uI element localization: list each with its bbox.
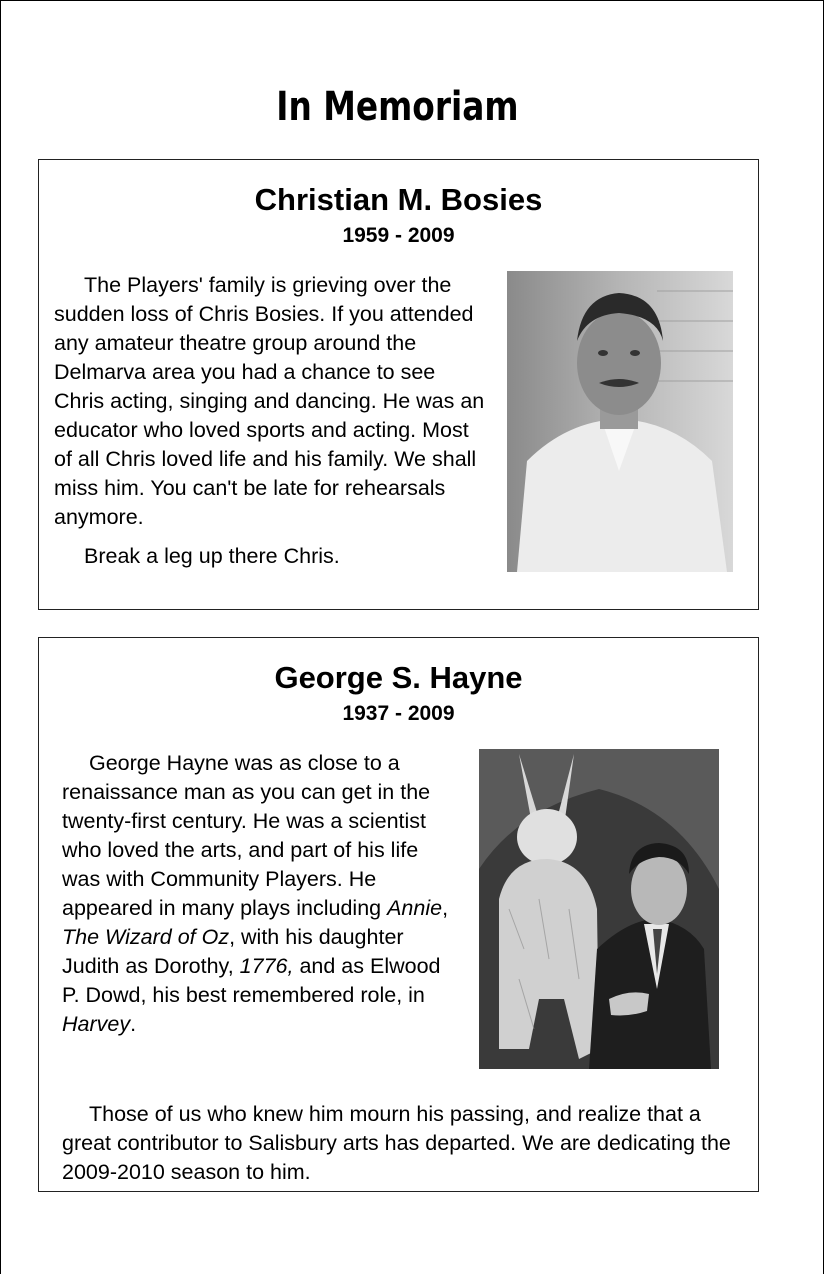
memorial-paragraph: Those of us who knew him mourn his passing, and realize that a great contributor to Salisbury arts has departed. We are dedicating the 2009-2010 season to him. <box>62 1102 731 1184</box>
memorial-text <box>54 271 486 571</box>
person-years: 1937 - 2009 <box>342 702 455 725</box>
person-years: 1959 - 2009 <box>342 224 455 247</box>
memorial-paragraph: The Players' family is grieving over the sudden loss of Chris Bosies. If you attended any amateur theatre group around the Delmarva area you had a chance to see Chris acting, singing and dancing. He was an educator who loved sports and acting. Most of all Chris loved life and his family. We shall miss him. You can't be late for rehearsals anymore. <box>54 273 485 529</box>
painting-image <box>479 749 719 1069</box>
person-name: George S. Hayne <box>274 660 523 695</box>
memorial-paragraph: Break a leg up there Chris. <box>84 544 340 568</box>
portrait-photo <box>507 271 733 572</box>
memorial-card-bosies <box>38 159 759 610</box>
person-name: Christian M. Bosies <box>254 182 543 217</box>
memorial-text <box>62 1100 742 1187</box>
memorial-paragraph: George Hayne was as close to a renaissance man as you can get in the twenty-first century. He was a scientist who loved the arts, and part of his life was with Community Players. He appeared in many plays including Annie, The Wizard of Oz, with his daughter Judith as Dorothy, 1776, and as Elwood P. Dowd, his best remembered role, in Harvey. <box>62 751 449 1036</box>
page-title: In Memoriam <box>276 84 519 130</box>
memorial-text <box>62 749 457 1039</box>
memorial-card-hayne <box>38 637 759 1192</box>
